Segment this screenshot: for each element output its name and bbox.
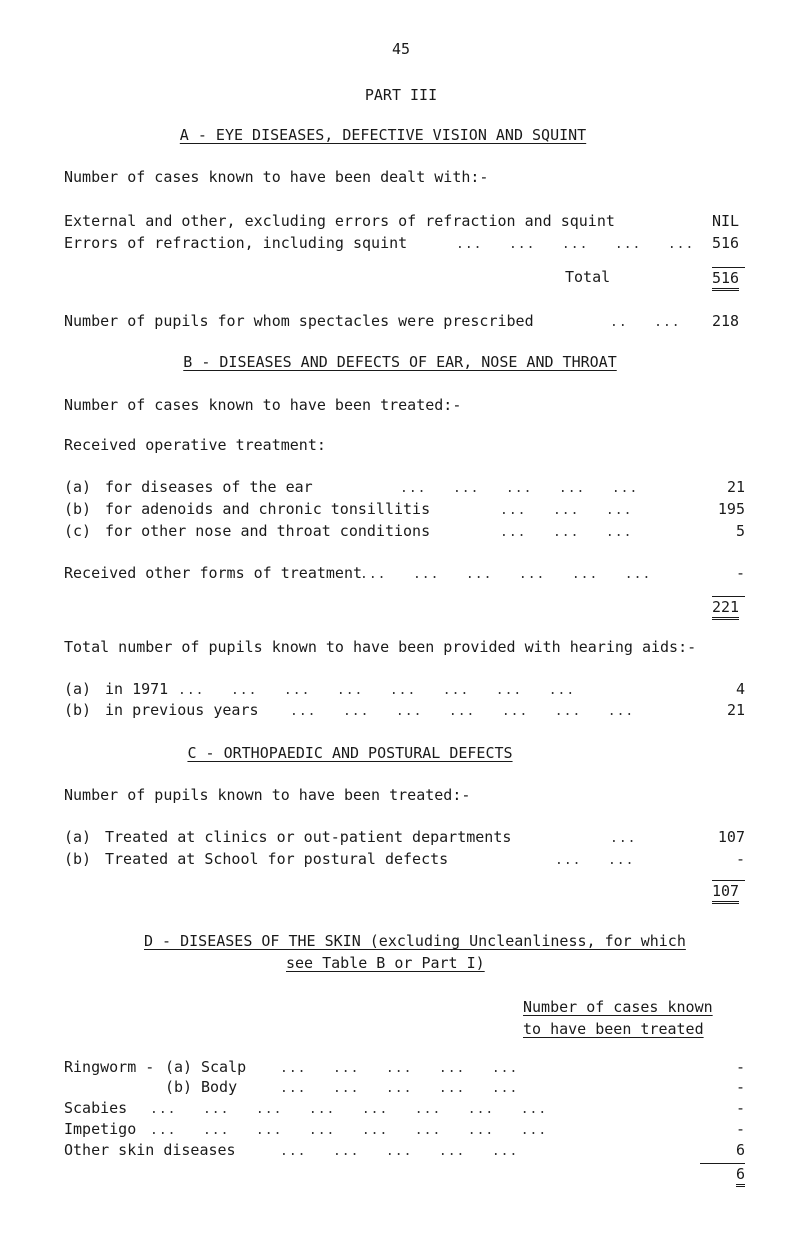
leader-dots: ... ... ... ... ... [280,1081,519,1096]
leader-dots: .. ... [610,315,681,330]
section-d-item-impetigo-value: - [735,1120,745,1138]
section-c-heading: C - ORTHOPAEDIC AND POSTURAL DEFECTS [187,744,513,762]
section-b-operative-label: Received operative treatment: [64,436,326,454]
leader-dots: ... ... ... ... ... [400,481,639,496]
section-b-item-a-letter: (a) [64,478,92,496]
section-a-total-label: Total [565,268,611,286]
section-d-ringworm-label: Ringworm - [64,1058,155,1076]
leader-dots: ... ... ... ... ... ... ... ... [150,1102,548,1117]
section-d-item-other-label: Other skin diseases [64,1141,236,1159]
section-d-heading-line1: D - DISEASES OF THE SKIN (excluding Uncleanliness, for which [144,932,686,950]
section-b-total-value: 221 [712,598,739,620]
section-b-item-b-label: for adenoids and chronic tonsillitis [105,500,431,518]
section-d-item-scabies-label: Scabies [64,1099,128,1117]
section-b-hearing-b-label: in previous years [105,701,259,719]
page-number: 45 [391,40,411,58]
section-a-spectacles-value: 218 [712,312,740,330]
section-c-item-b-value: - [735,850,745,868]
section-c-item-b-letter: (b) [64,850,92,868]
section-d-item-a-label: Scalp [201,1058,247,1076]
section-b-item-b-value: 195 [717,500,745,518]
section-b-other-value: - [735,564,745,582]
section-b-item-b-letter: (b) [64,500,92,518]
section-a-row1-value: NIL [712,212,740,230]
leader-dots: ... ... [555,853,635,868]
leader-dots: ... ... ... ... ... ... ... ... [178,683,576,698]
section-b-hearing-a-label: in 1971 [105,680,169,698]
section-d-total-value: 6 [736,1165,745,1187]
leader-dots: ... ... ... [500,503,633,518]
section-c-total-value: 107 [712,882,739,904]
section-a-spectacles-label: Number of pupils for whom spectacles were prescribed [64,312,534,330]
section-b-item-a-label: for diseases of the ear [105,478,313,496]
section-d-column-header-line2: to have been treated [523,1020,704,1038]
section-a-heading: A - EYE DISEASES, DEFECTIVE VISION AND SQUINT [179,126,587,144]
section-d-item-b-label: Body [201,1078,238,1096]
leader-dots: ... ... ... ... ... [280,1144,519,1159]
section-b-hearing-b-value: 21 [726,701,745,719]
section-a-row2-value: 516 [712,234,740,252]
section-c-item-a-letter: (a) [64,828,92,846]
section-b-other-label: Received other forms of treatment [64,564,363,582]
part-title: PART III [364,86,438,104]
section-b-heading: B - DISEASES AND DEFECTS OF EAR, NOSE AND THROAT [183,353,617,371]
leader-dots: ... ... ... ... ... [456,237,695,252]
section-b-item-c-label: for other nose and throat conditions [105,522,431,540]
section-b-intro: Number of cases known to have been treated:- [64,396,462,414]
section-a-intro: Number of cases known to have been dealt with:- [64,168,489,186]
section-b-hearing-a-letter: (a) [64,680,92,698]
section-b-item-a-value: 21 [726,478,745,496]
leader-dots: ... ... ... [500,525,633,540]
section-a-total-value: 516 [712,269,739,291]
leader-dots: ... ... ... ... ... ... ... ... [150,1123,548,1138]
section-c-item-a-label: Treated at clinics or out-patient departments [105,828,512,846]
leader-dots: ... ... ... ... ... ... [360,567,652,582]
section-d-column-header-line1: Number of cases known [523,998,713,1016]
section-d-item-a-letter: (a) [165,1058,193,1076]
section-c-intro: Number of pupils known to have been treated:- [64,786,471,804]
section-c-item-b-label: Treated at School for postural defects [105,850,449,868]
section-a-row2-label: Errors of refraction, including squint [64,234,408,252]
section-d-item-b-letter: (b) [165,1078,193,1096]
leader-dots: ... [610,831,637,846]
section-d-item-b-value: - [735,1078,745,1096]
leader-dots: ... ... ... ... ... [280,1061,519,1076]
section-a-row1-label: External and other, excluding errors of refraction and squint [64,212,615,230]
section-d-item-scabies-value: - [735,1099,745,1117]
section-d-item-a-value: - [735,1058,745,1076]
leader-dots: ... ... ... ... ... ... ... [290,704,635,719]
section-b-item-c-value: 5 [735,522,745,540]
section-d-item-impetigo-label: Impetigo [64,1120,137,1138]
section-c-item-a-value: 107 [717,828,745,846]
section-b-hearing-a-value: 4 [735,680,745,698]
section-b-hearing-b-letter: (b) [64,701,92,719]
section-b-item-c-letter: (c) [64,522,92,540]
section-b-hearing-intro: Total number of pupils known to have been provided with hearing aids:- [64,638,697,656]
section-d-heading-line2: see Table B or Part I) [286,954,485,972]
section-d-item-other-value: 6 [735,1141,745,1159]
